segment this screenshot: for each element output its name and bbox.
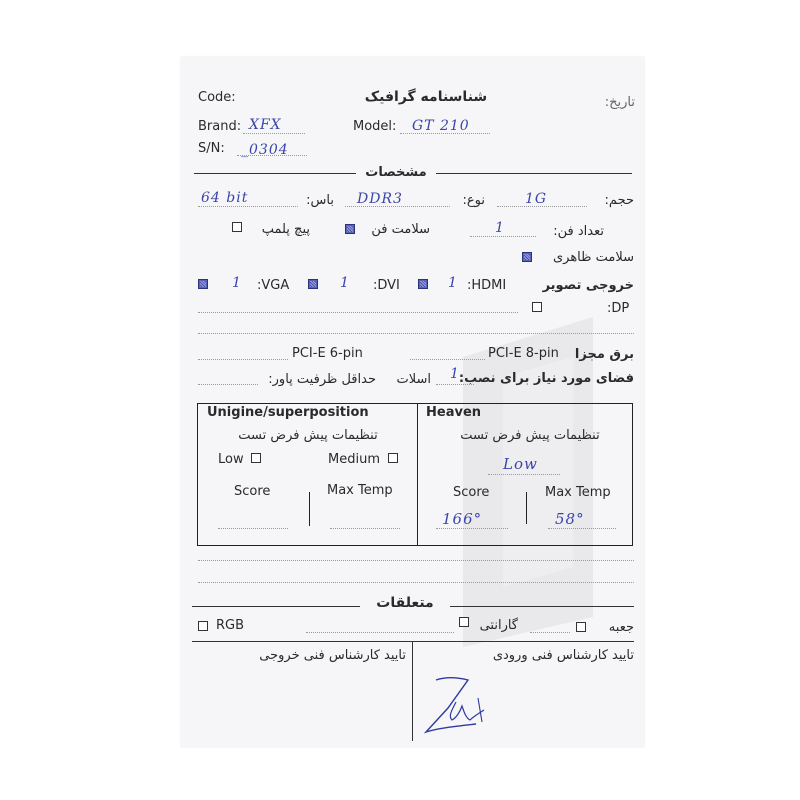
power-label: برق مجزا <box>574 347 634 362</box>
approval-divider <box>412 641 413 741</box>
heaven-preset-line <box>488 474 560 475</box>
unigine-medium-label: Medium <box>328 452 380 467</box>
heaven-score-label: Score <box>453 485 490 500</box>
brand-label: Brand: <box>198 119 242 134</box>
heaven-score-line <box>436 528 508 529</box>
sn-value: _0304 <box>241 142 289 158</box>
unigine-divider <box>309 492 310 526</box>
fan-health-checkbox[interactable] <box>345 224 355 234</box>
bus-label: باس: <box>306 193 334 208</box>
pcie8-line <box>410 359 485 360</box>
unigine-score-line <box>218 528 288 529</box>
dp-line-2 <box>198 333 634 334</box>
outputs-label: خروجی تصویر <box>542 278 634 293</box>
unigine-settings-label: تنظیمات پیش فرض تست <box>238 428 378 443</box>
dvi-label: :DVI <box>373 278 400 293</box>
accessories-rule-left <box>192 606 360 607</box>
space-label: فضای مورد نیاز برای نصب: <box>458 371 634 386</box>
hdmi-value: 1 <box>448 275 458 291</box>
bus-line <box>198 206 298 207</box>
dp-line-1 <box>198 312 518 313</box>
capacity-label: حجم: <box>604 193 634 208</box>
fan-health-label: سلامت فن <box>371 222 430 237</box>
output-tech-label: تایید کارشناس فنی خروجی <box>259 648 406 663</box>
code-label: Code: <box>198 90 236 105</box>
type-line <box>345 206 450 207</box>
fan-count-label: تعداد فن: <box>553 224 604 239</box>
appearance-label: سلامت ظاهری <box>552 250 634 265</box>
heaven-divider <box>526 492 527 524</box>
sn-line <box>237 155 307 156</box>
warranty-line <box>306 632 454 633</box>
hdmi-checkbox[interactable] <box>418 279 428 289</box>
pump-screw-label: پیچ پلمپ <box>261 222 310 237</box>
slot-value: 1 <box>450 366 460 382</box>
vga-label: :VGA <box>257 278 290 293</box>
model-value: GT 210 <box>412 118 470 134</box>
psu-line <box>198 384 258 385</box>
heaven-maxtemp-value: 58° <box>555 510 585 528</box>
rgb-checkbox[interactable] <box>198 621 208 631</box>
rgb-label: RGB <box>216 618 245 633</box>
heaven-settings-label: تنظیمات پیش فرض تست <box>460 428 600 443</box>
accessories-rule-right <box>450 606 634 607</box>
fan-count-value: 1 <box>495 220 505 236</box>
pcie6-line <box>198 359 288 360</box>
heaven-title: Heaven <box>426 405 482 420</box>
warranty-checkbox[interactable] <box>459 617 469 627</box>
specs-heading: مشخصات <box>365 165 427 180</box>
psu-label: حداقل ظرفیت پاور: <box>268 372 376 387</box>
bus-value: 64 bit <box>201 190 249 206</box>
pcie8-label: PCI-E 8-pin <box>488 346 559 361</box>
type-label: نوع: <box>462 193 485 208</box>
heaven-maxtemp-label: Max Temp <box>545 485 611 500</box>
unigine-maxtemp-label: Max Temp <box>327 483 393 498</box>
test-box-divider <box>417 403 418 546</box>
appearance-checkbox[interactable] <box>522 252 532 262</box>
unigine-maxtemp-line <box>330 528 400 529</box>
heaven-preset-value: Low <box>503 455 538 473</box>
brand-line <box>243 133 305 134</box>
vga-value: 1 <box>232 275 242 291</box>
blank-line-1 <box>198 560 634 561</box>
unigine-low-label: Low <box>218 452 244 467</box>
dvi-checkbox[interactable] <box>308 279 318 289</box>
unigine-low-checkbox[interactable] <box>251 453 261 463</box>
model-label: Model: <box>353 119 397 134</box>
box-label: جعبه <box>608 620 634 635</box>
heaven-score-value: 166° <box>442 510 483 528</box>
vga-checkbox[interactable] <box>198 279 208 289</box>
fan-count-line <box>470 236 536 237</box>
box-checkbox[interactable] <box>576 622 586 632</box>
slot-line <box>436 384 474 385</box>
warranty-label: گارانتی <box>479 618 518 633</box>
approval-rule <box>192 641 634 642</box>
pcie6-label: PCI-E 6-pin <box>292 346 363 361</box>
dvi-value: 1 <box>340 275 350 291</box>
pump-screw-checkbox[interactable] <box>232 222 242 232</box>
specs-rule-left <box>194 173 356 174</box>
heaven-maxtemp-line <box>548 528 616 529</box>
specs-rule-right <box>436 173 632 174</box>
hdmi-label: :HDMI <box>467 278 507 293</box>
model-line <box>400 133 490 134</box>
slot-label: اسلات <box>396 372 431 387</box>
date-label: تاریخ: <box>604 95 635 110</box>
type-value: DDR3 <box>357 191 403 207</box>
unigine-title: Unigine/superposition <box>207 405 369 420</box>
brand-value: XFX <box>249 117 282 133</box>
accessories-heading: متعلقات <box>376 595 434 611</box>
dp-checkbox[interactable] <box>532 302 542 312</box>
box-line <box>530 632 570 633</box>
input-tech-label: تایید کارشناس فنی ورودی <box>492 648 634 663</box>
form-title: شناسنامه گرافیک <box>364 89 488 105</box>
capacity-line <box>497 206 587 207</box>
signature <box>418 668 508 738</box>
blank-line-2 <box>198 582 634 583</box>
sn-label: S/N: <box>198 141 225 156</box>
unigine-score-label: Score <box>234 484 271 499</box>
dp-label: :DP <box>607 301 630 316</box>
capacity-value: 1G <box>525 191 548 207</box>
unigine-medium-checkbox[interactable] <box>388 453 398 463</box>
